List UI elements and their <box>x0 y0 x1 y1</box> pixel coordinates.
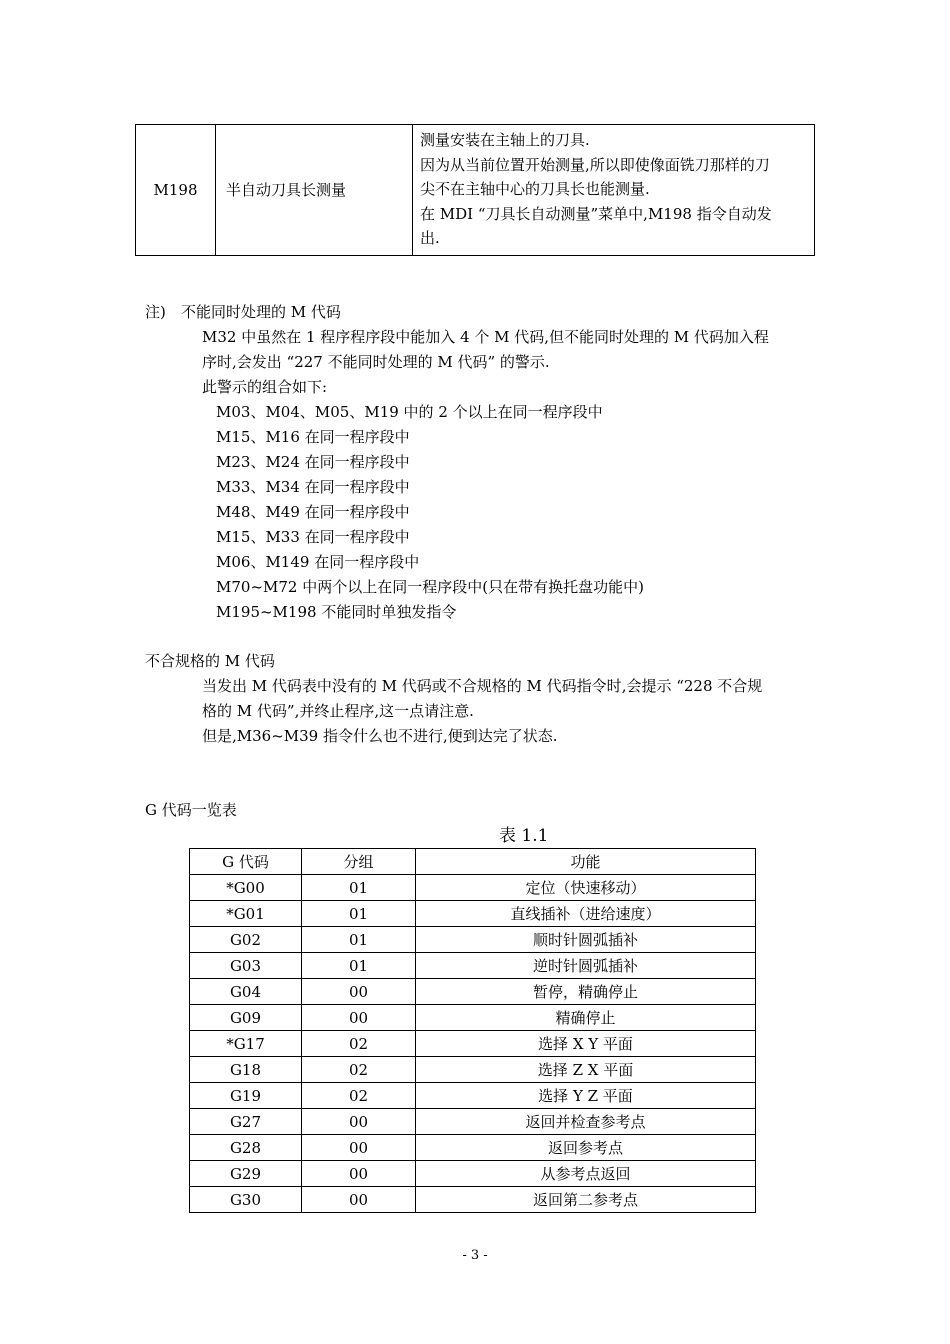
group-cell: 01 <box>302 953 416 979</box>
group-cell: 00 <box>302 1187 416 1213</box>
g-code-table-body <box>190 875 756 1213</box>
table-caption: 表 1.1 <box>499 826 549 846</box>
table-row <box>190 1161 756 1187</box>
combo-item: M33、M34 在同一程序段中 <box>216 478 410 496</box>
g-code-cell: *G00 <box>190 875 302 901</box>
table-row <box>190 927 756 953</box>
description-line: 尖不在主轴中心的刀具长也能测量. <box>420 180 650 198</box>
m-description-cell <box>413 125 815 256</box>
group-cell: 01 <box>302 875 416 901</box>
invalid-title: 不合规格的 M 代码 <box>145 652 275 670</box>
g-section-title: G 代码一览表 <box>145 801 237 819</box>
group-cell: 02 <box>302 1083 416 1109</box>
group-cell: 00 <box>302 1005 416 1031</box>
m-name-cell: 半自动刀具长测量 <box>216 125 413 256</box>
column-header-group: 分组 <box>302 849 416 875</box>
function-cell: 返回第二参考点 <box>416 1187 756 1213</box>
m-code-table <box>135 124 815 256</box>
table-row <box>190 1083 756 1109</box>
description-line: 测量安装在主轴上的刀具. <box>420 131 590 149</box>
table-row <box>190 1005 756 1031</box>
g-code-table <box>189 848 756 1213</box>
description-line: 在 MDI “刀具长自动测量”菜单中,M198 指令自动发 <box>420 204 772 223</box>
function-cell: 定位（快速移动） <box>416 875 756 901</box>
invalid-line: 但是,M36~M39 指令什么也不进行,便到达完了状态. <box>202 727 558 745</box>
column-header-g-code: G 代码 <box>190 849 302 875</box>
g-code-cell: G30 <box>190 1187 302 1213</box>
combo-intro: 此警示的组合如下: <box>202 378 328 396</box>
group-cell: 02 <box>302 1057 416 1083</box>
combo-item: M15、M33 在同一程序段中 <box>216 528 410 546</box>
g-code-cell: G04 <box>190 979 302 1005</box>
function-cell: 精确停止 <box>416 1005 756 1031</box>
table-row <box>190 953 756 979</box>
combo-item: M06、M149 在同一程序段中 <box>216 553 420 571</box>
note-label: 注) <box>145 303 166 321</box>
function-cell: 选择 Z X 平面 <box>416 1057 756 1083</box>
g-code-cell: G28 <box>190 1135 302 1161</box>
group-cell: 00 <box>302 1109 416 1135</box>
group-cell: 01 <box>302 927 416 953</box>
function-cell: 暂停，精确停止 <box>416 979 756 1005</box>
g-code-cell: G02 <box>190 927 302 953</box>
group-cell: 00 <box>302 1161 416 1187</box>
combo-item: M195~M198 不能同时单独发指令 <box>216 603 457 621</box>
table-header-row <box>190 849 756 875</box>
group-cell: 02 <box>302 1031 416 1057</box>
table-row <box>136 125 815 256</box>
table-row <box>190 875 756 901</box>
function-cell: 返回参考点 <box>416 1135 756 1161</box>
combo-item: M48、M49 在同一程序段中 <box>216 503 410 521</box>
column-header-function: 功能 <box>416 849 756 875</box>
g-code-cell: G27 <box>190 1109 302 1135</box>
table-row <box>190 1109 756 1135</box>
combo-item: M23、M24 在同一程序段中 <box>216 453 410 471</box>
table-row <box>190 901 756 927</box>
page-number: - 3 - <box>462 1248 488 1263</box>
function-cell: 顺时针圆弧插补 <box>416 927 756 953</box>
group-cell: 01 <box>302 901 416 927</box>
m-code-cell: M198 <box>136 125 216 256</box>
function-cell: 选择 Y Z 平面 <box>416 1083 756 1109</box>
g-code-cell: G03 <box>190 953 302 979</box>
g-code-cell: *G01 <box>190 901 302 927</box>
table-row <box>190 1031 756 1057</box>
note-paragraph-line: M32 中虽然在 1 程序程序段中能加入 4 个 M 代码,但不能同时处理的 M 代码加入程 <box>202 328 769 346</box>
g-code-cell: G19 <box>190 1083 302 1109</box>
g-code-cell: *G17 <box>190 1031 302 1057</box>
invalid-line: 当发出 M 代码表中没有的 M 代码或不合规格的 M 代码指令时,会提示 “228 不合规 <box>202 677 763 695</box>
table-row <box>190 979 756 1005</box>
combo-item: M70~M72 中两个以上在同一程序段中(只在带有换托盘功能中) <box>216 578 644 596</box>
combo-item: M03、M04、M05、M19 中的 2 个以上在同一程序段中 <box>216 403 603 421</box>
combo-item: M15、M16 在同一程序段中 <box>216 428 410 446</box>
function-cell: 逆时针圆弧插补 <box>416 953 756 979</box>
function-cell: 返回并检查参考点 <box>416 1109 756 1135</box>
g-code-cell: G18 <box>190 1057 302 1083</box>
table-row <box>190 1057 756 1083</box>
function-cell: 从参考点返回 <box>416 1161 756 1187</box>
table-row <box>190 1135 756 1161</box>
description-line: 出. <box>420 229 440 247</box>
g-code-cell: G09 <box>190 1005 302 1031</box>
table-row <box>190 1187 756 1213</box>
g-code-cell: G29 <box>190 1161 302 1187</box>
note-paragraph-line: 序时,会发出 “227 不能同时处理的 M 代码” 的警示. <box>202 353 550 371</box>
group-cell: 00 <box>302 979 416 1005</box>
description-line: 因为从当前位置开始测量,所以即使像面铣刀那样的刀 <box>420 155 770 174</box>
function-cell: 选择 X Y 平面 <box>416 1031 756 1057</box>
note-title: 不能同时处理的 M 代码 <box>181 303 341 321</box>
invalid-line: 格的 M 代码”,并终止程序,这一点请注意. <box>202 702 474 720</box>
function-cell: 直线插补（进给速度） <box>416 901 756 927</box>
group-cell: 00 <box>302 1135 416 1161</box>
